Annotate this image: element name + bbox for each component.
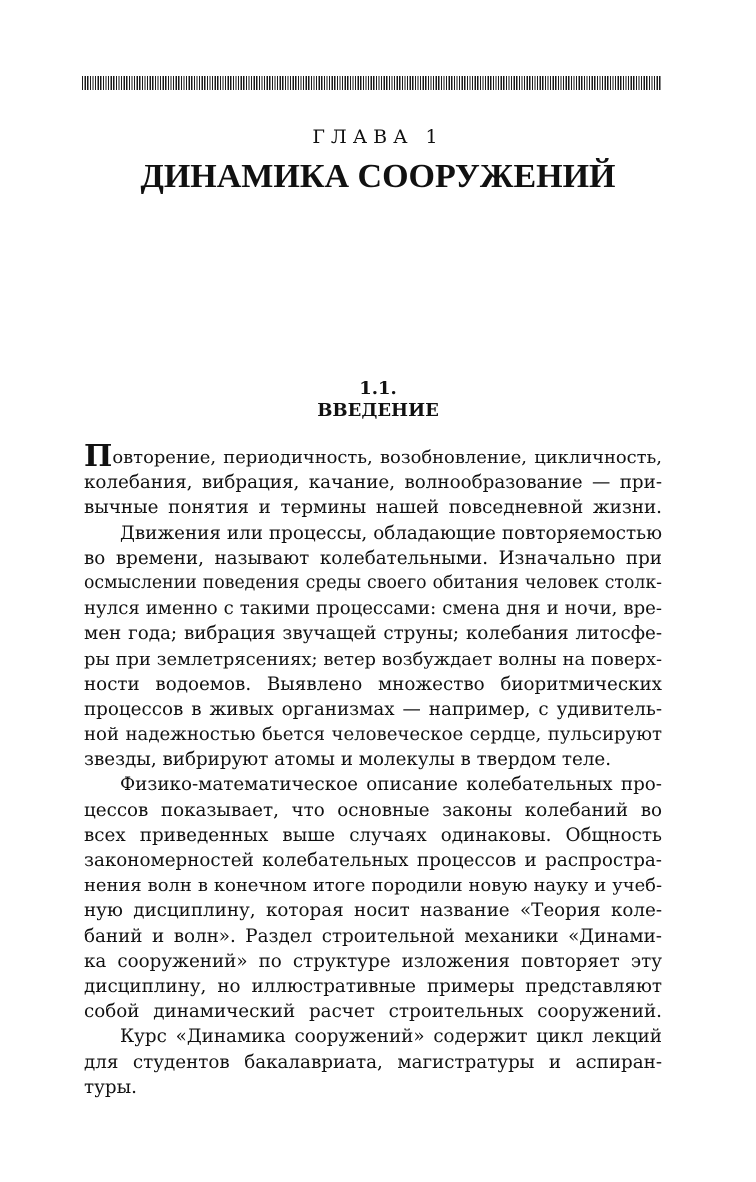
text-line: нения волн в конечном итоге породили новую науку и учеб-	[84, 875, 662, 897]
text-line: ности водоемов. Выявлено множество биоритмических	[84, 673, 662, 695]
text-line: для студентов бакалавриата, магистратуры и аспиран-	[84, 1051, 662, 1073]
text-line: дисциплину, но иллюстративные примеры представляют	[84, 975, 662, 997]
text-line: ры при землетрясениях; ветер возбуждает волны на поверх-	[84, 648, 662, 670]
decorative-header-rule	[82, 76, 662, 90]
chapter-label: ГЛАВА 1	[312, 126, 444, 148]
text-line: звезды, вибрируют атомы и молекулы в твердом теле.	[84, 749, 612, 771]
text-line: мен года; вибрация звучащей струны; колебания литосфе-	[84, 623, 662, 645]
text-line: Повторение, периодичность, возобновление, цикличность,	[84, 439, 662, 474]
drop-cap: П	[84, 439, 113, 474]
section-title: ВВЕДЕНИЕ	[317, 400, 439, 421]
body-text	[84, 439, 662, 1100]
text-line: ную дисциплину, которая носит название «Теория коле-	[84, 900, 662, 922]
text-line: закономерностей колебательных процессов и распростра-	[84, 850, 662, 871]
text-line: баний и волн». Раздел строительной механики «Динами-	[84, 925, 662, 947]
text-line: во времени, называют колебательными. Изначально при	[84, 547, 662, 569]
section-number: 1.1.	[359, 378, 397, 399]
text-line: туры.	[84, 1076, 137, 1098]
text-line: собой динамический расчет строительных сооружений.	[84, 1001, 662, 1023]
chapter-title: ДИНАМИКА СООРУЖЕНИЙ	[140, 158, 616, 195]
text-line: процессов в живых организмах — например, с удивитель-	[84, 698, 662, 720]
text-line: цессов показывает, что основные законы колебаний во	[84, 799, 662, 821]
text-line: ной надежностью бьется человеческое сердце, пульсируют	[84, 724, 662, 746]
text-line: нулся именно с такими процессами: смена дня и ночи, вре-	[84, 598, 662, 620]
text-line: Физико-математическое описание колебательных про-	[120, 774, 662, 796]
text-line: колебания, вибрация, качание, волнообразование — при-	[84, 472, 662, 494]
text-line: вычные понятия и термины нашей повседневной жизни.	[84, 497, 662, 519]
text-line: Движения или процессы, обладающие повторяемостью	[120, 522, 662, 544]
text-line: ка сооружений» по структуре изложения повторяет эту	[84, 950, 662, 972]
text-line: осмыслении поведения среды своего обитания человек столк-	[84, 572, 662, 593]
text-line: Курс «Динамика сооружений» содержит цикл лекций	[120, 1026, 662, 1048]
text-line: всех приведенных выше случаях одинаковы. Общность	[84, 824, 662, 846]
